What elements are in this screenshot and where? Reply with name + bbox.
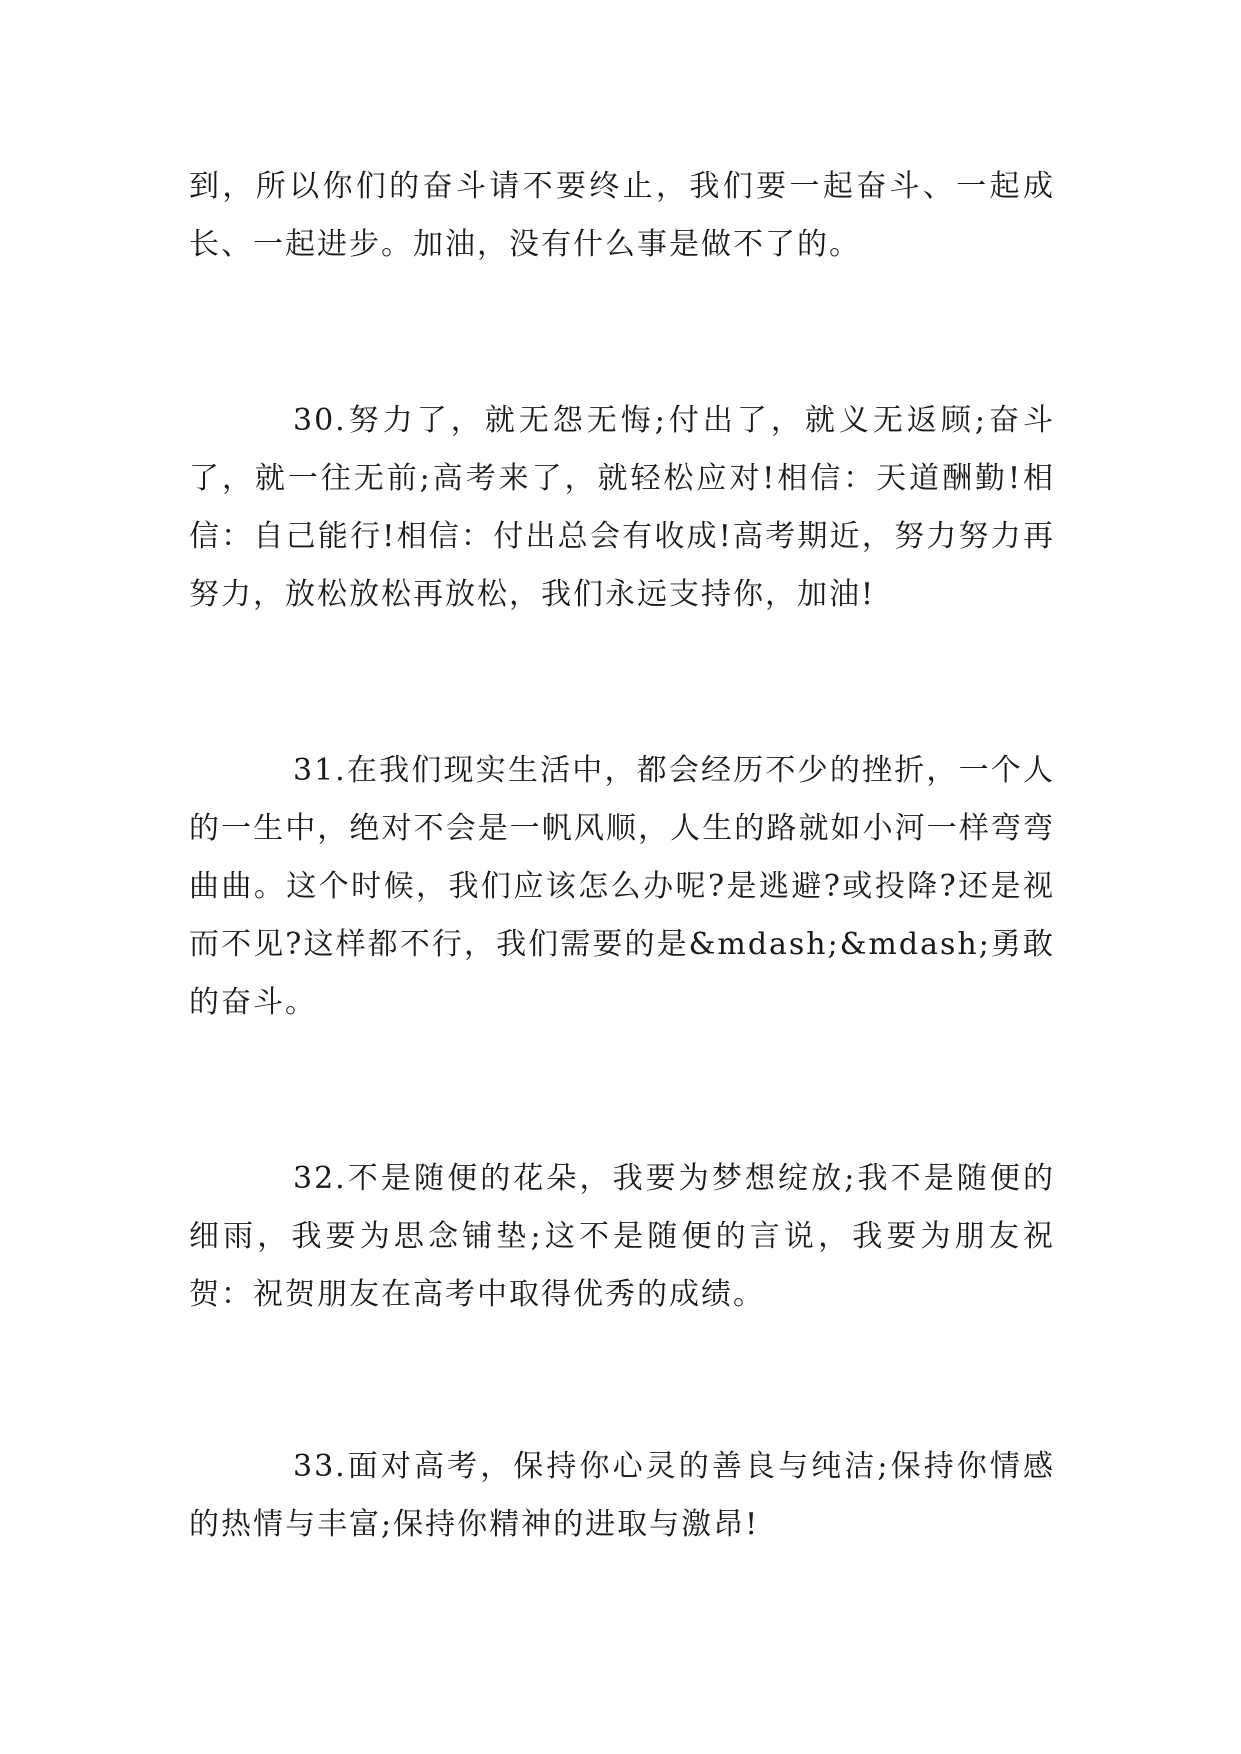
paragraph-continuation: 到，所以你们的奋斗请不要终止，我们要一起奋斗、一起成长、一起进步。加油，没有什么事是做不了的。: [189, 169, 1055, 262]
paragraph-33: 33.面对高考，保持你心灵的善良与纯洁;保持你情感的热情与丰富;保持你精神的进取与激昂!: [189, 1449, 1055, 1542]
paragraph-32: 32.不是随便的花朵，我要为梦想绽放;我不是随便的细雨，我要为思念铺垫;这不是随便的言说，我要为朋友祝贺：祝贺朋友在高考中取得优秀的成绩。: [189, 1161, 1055, 1312]
paragraph-31: 31.在我们现实生活中，都会经历不少的挫折，一个人的一生中，绝对不会是一帆风顺，人生的路就如小河一样弯弯曲曲。这个时候，我们应该怎么办呢?是逃避?或投降?还是视而不见?这样都不行，我们需要的是&mdash;&mdash;勇敢的奋斗。: [189, 753, 1055, 1020]
paragraph-30: 30.努力了，就无怨无悔;付出了，就义无返顾;奋斗了，就一往无前;高考来了，就轻松应对!相信：天道酬勤!相信：自己能行!相信：付出总会有收成!高考期近，努力努力再努力，放松放松再放松，我们永远支持你，加油!: [189, 403, 1055, 612]
